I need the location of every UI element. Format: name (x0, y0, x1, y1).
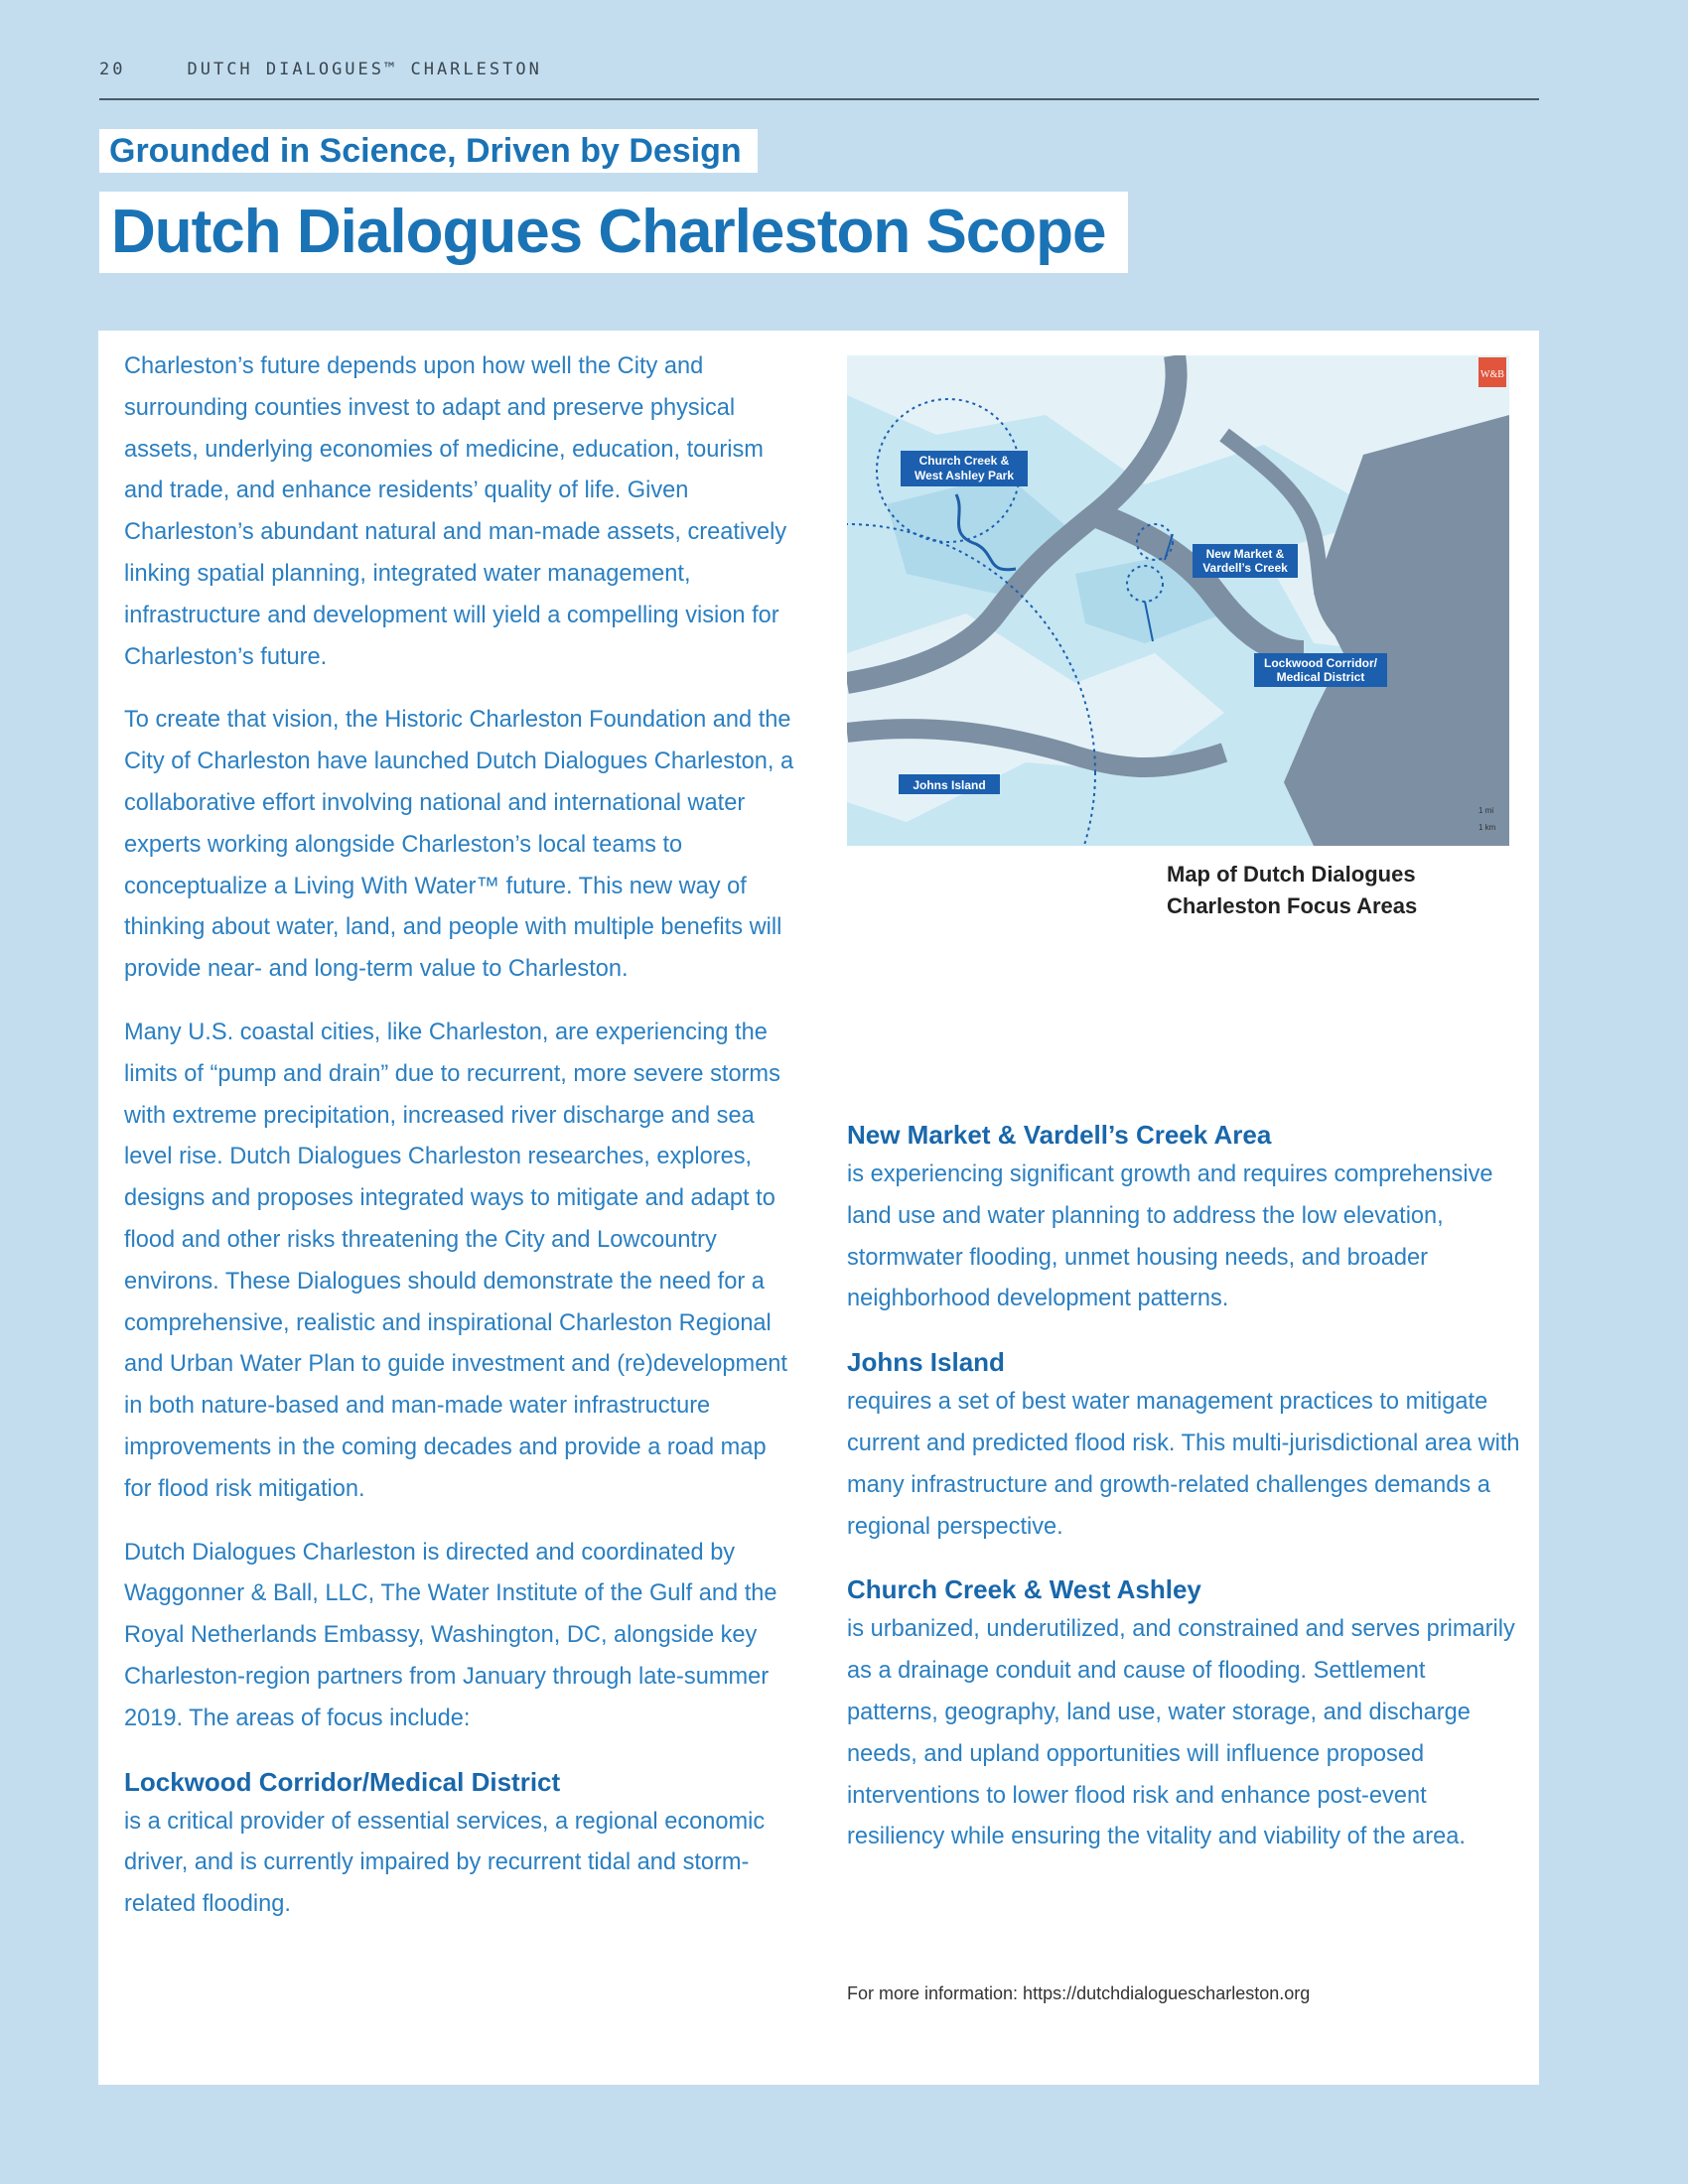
new-market-heading: New Market & Vardell’s Creek Area (847, 1120, 1272, 1150)
section-kicker: Grounded in Science, Driven by Design (99, 129, 758, 173)
church-creek-text: is urbanized, underutilized, and constrained and serves primarily as a drainage conduit and cause of flooding. Settlement patterns, geography, land use, water storage, and discharge needs, and upland opportunities will influence proposed interventions to lower flood risk and enhance post-event resiliency while ensuring the vitality and viability of the area. (847, 1616, 1515, 1850)
map-label-church-creek-1: Church Creek & (918, 454, 1010, 468)
content-panel (98, 331, 1539, 2085)
map-logo: W&B (1480, 369, 1504, 380)
intro-paragraph: Charleston’s future depends upon how well the City and surrounding counties invest to adapt and preserve physical assets, underlying economies of medicine, education, tourism and trade, and enhance residents’ quality of life. Given Charleston’s abundant natural and man-made assets, creatively linking spatial planning, integrated water management, infrastructure and development will yield a compelling vision for Charleston’s future. (124, 353, 787, 670)
map-scale-km: 1 km (1478, 823, 1496, 832)
map-label-new-market-1: New Market & (1205, 547, 1285, 561)
lockwood-heading: Lockwood Corridor/Medical District (124, 1766, 561, 1797)
map-caption: Map of Dutch Dialogues Charleston Focus Areas (1167, 862, 1418, 918)
map-label-church-creek-2: West Ashley Park (914, 469, 1015, 482)
church-creek-heading: Church Creek & West Ashley (847, 1574, 1201, 1605)
map-label-lockwood-1: Lockwood Corridor/ (1264, 656, 1377, 670)
map-label-new-market-2: Vardell’s Creek (1202, 561, 1288, 575)
focus-areas-map (847, 355, 1509, 846)
johns-island-text: requires a set of best water management practices to mitigate current and predicted flood risk. This multi-jurisdictional area with many infrastructure and growth-related challenges demands a regional perspective. (847, 1389, 1520, 1540)
publication-title: DUTCH DIALOGUES™ CHARLESTON (187, 60, 542, 79)
lockwood-text: is a critical provider of essential services, a regional economic driver, and is currently impaired by recurrent tidal and storm-related flooding. (124, 1808, 766, 1918)
map-label-johns-island: Johns Island (913, 778, 986, 792)
vision-paragraph: To create that vision, the Historic Charleston Foundation and the City of Charleston have launched Dutch Dialogues Charleston, a collaborative effort involving national and international water experts working alongside Charleston’s local teams to conceptualize a Living With Water™ future. This new way of thinking about water, land, and people with multiple benefits will provide near- and long-term value to Charleston. (124, 707, 794, 983)
page-number: 20 (99, 60, 126, 79)
right-column (847, 1115, 1522, 1880)
new-market-text: is experiencing significant growth and requires comprehensive land use and water planning to address the low elevation, stormwater flooding, unmet housing needs, and broader neighborhood development patterns. (847, 1161, 1493, 1312)
left-column (124, 346, 799, 1948)
map-label-lockwood-2: Medical District (1276, 670, 1365, 684)
header-rule (99, 98, 1539, 100)
coordination-paragraph: Dutch Dialogues Charleston is directed and coordinated by Waggonner & Ball, LLC, The Water Institute of the Gulf and the Royal Netherlands Embassy, Washington, DC, alongside key Charleston-region partners from January through late-summer 2019. The areas of focus include: (124, 1539, 777, 1731)
more-info-link[interactable]: For more information: https://dutchdialoguescharleston.org (847, 1983, 1311, 2003)
map-scale-mi: 1 mi (1478, 806, 1494, 815)
page-title: Dutch Dialogues Charleston Scope (99, 192, 1128, 273)
running-header (99, 60, 542, 79)
coastal-paragraph: Many U.S. coastal cities, like Charleston, are experiencing the limits of “pump and drain” due to recurrent, more severe storms with extreme precipitation, increased river discharge and sea level rise. Dutch Dialogues Charleston researches, explores, designs and proposes integrated ways to mitigate and adapt to flood and other risks threatening the City and Lowcountry environs. These Dialogues should demonstrate the need for a comprehensive, realistic and inspirational Charleston Regional and Urban Water Plan to guide investment and (re)development in both nature-based and man-made water infrastructure improvements in the coming decades and provide a road map for flood risk mitigation. (124, 1019, 787, 1502)
johns-island-heading: Johns Island (847, 1347, 1005, 1378)
